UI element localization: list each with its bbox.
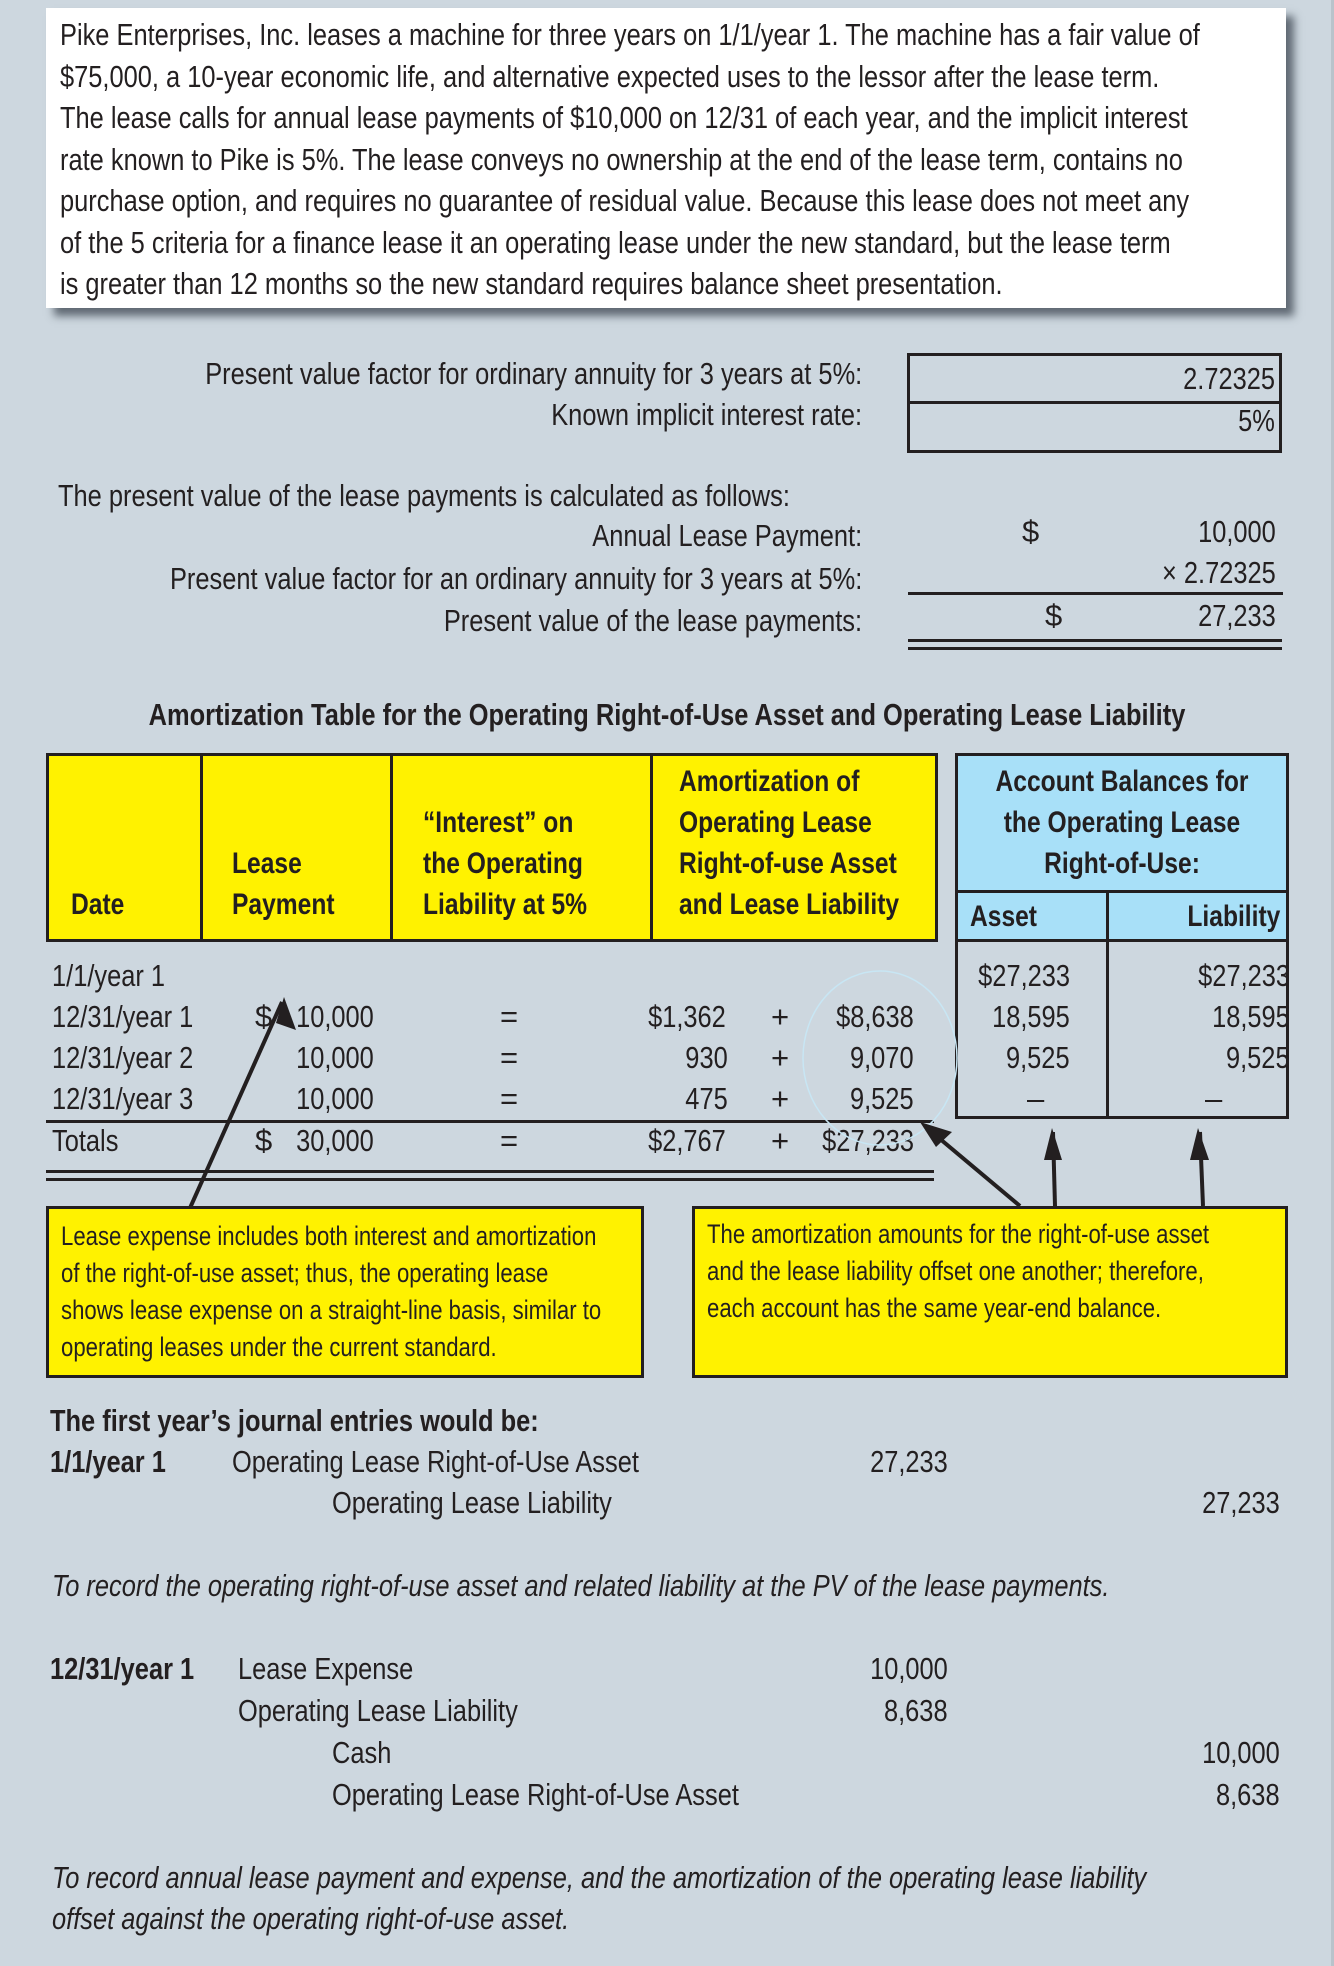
row-payment: 10,000 xyxy=(296,999,374,1034)
row-payment: 10,000 xyxy=(296,1081,374,1116)
pv-calc-label: Annual Lease Payment: xyxy=(592,518,862,553)
entry-date: 1/1/year 1 xyxy=(50,1444,166,1479)
rate-label: Known implicit interest rate: xyxy=(551,397,862,432)
debit-account: Operating Lease Right-of-Use Asset xyxy=(232,1444,639,1479)
credit-amount: 8,638 xyxy=(1216,1777,1280,1812)
amortization-table-title: Amortization Table for the Operating Right-of-Use Asset and Operating Lease Liability xyxy=(148,697,1186,732)
row-payment: 10,000 xyxy=(296,1040,374,1075)
arrow-head-icon xyxy=(276,997,296,1030)
row-liability: $27,233 xyxy=(1198,958,1290,993)
note-line: each account has the same year-end balance. xyxy=(707,1293,1162,1323)
row-date: 12/31/year 2 xyxy=(52,1040,194,1075)
note-line: The amortization amounts for the right-of-use asset xyxy=(707,1219,1210,1249)
memo-line: offset against the operating right-of-use asset. xyxy=(52,1901,570,1936)
scenario-line: purchase option, and requires no guarantee of residual value. Because this lease does not meet any xyxy=(60,183,1190,218)
note-line: shows lease expense on a straight-line basis, similar to xyxy=(61,1295,602,1325)
row-interest: $1,362 xyxy=(648,999,726,1034)
header-line: the Operating Lease xyxy=(1003,806,1241,839)
row-asset: 18,595 xyxy=(992,999,1070,1034)
header-line: the Operating xyxy=(423,847,583,880)
header-date: Date xyxy=(71,888,125,921)
credit-amount: 27,233 xyxy=(1202,1485,1280,1520)
note-lease-expense xyxy=(46,1206,644,1378)
arrow-head-icon xyxy=(1190,1128,1209,1160)
row-liability: – xyxy=(1205,1081,1223,1116)
debit-amount: 10,000 xyxy=(870,1651,948,1686)
header-line: Liability at 5% xyxy=(423,888,588,921)
entry-memo xyxy=(52,1857,1146,1939)
header-line: Payment xyxy=(232,888,335,921)
note-offsetting-amortization xyxy=(692,1206,1288,1378)
pv-calc-value: × 2.72325 xyxy=(1162,555,1276,590)
debit-account: Lease Expense xyxy=(238,1651,414,1686)
totals-label: Totals xyxy=(52,1123,119,1158)
credit-amount: 10,000 xyxy=(1202,1735,1280,1770)
row-equals: = xyxy=(500,1040,519,1075)
note-text xyxy=(707,1216,1209,1327)
pv-calc-label: Present value of the lease payments: xyxy=(443,603,862,638)
currency-symbol: $ xyxy=(1045,598,1063,633)
rate-value: 5% xyxy=(1238,403,1275,438)
scenario-line: rate known to Pike is 5%. The lease conveys no ownership at the end of the lease term, contains no xyxy=(60,141,1183,177)
header-line: Account Balances for xyxy=(995,765,1249,798)
totals-plus: + xyxy=(771,1123,790,1158)
memo-line: To record annual lease payment and expense, and the amortization of the operating lease liability xyxy=(52,1860,1147,1895)
credit-account: Operating Lease Right-of-Use Asset xyxy=(332,1777,739,1812)
totals-payment: 30,000 xyxy=(296,1123,374,1158)
row-asset: 9,525 xyxy=(1006,1040,1070,1075)
scenario-line: Pike Enterprises, Inc. leases a machine for three years on 1/1/year 1. The machine has a fair value of xyxy=(60,17,1200,52)
row-liability: 18,595 xyxy=(1212,999,1290,1034)
credit-account: Cash xyxy=(332,1735,392,1770)
row-plus: + xyxy=(771,999,790,1034)
row-plus: + xyxy=(771,1081,790,1116)
credit-account: Operating Lease Liability xyxy=(332,1485,612,1520)
header-line: “Interest” on xyxy=(423,806,574,839)
note-line: of the right-of-use asset; thus, the operating lease xyxy=(61,1258,549,1288)
pv-calc-intro: The present value of the lease payments is calculated as follows: xyxy=(58,478,790,513)
header-asset: Asset xyxy=(970,900,1038,933)
scenario-line: $75,000, a 10-year economic life, and alternative expected uses to the lessor after the lease term. xyxy=(60,58,1160,94)
row-amortization: $8,638 xyxy=(836,999,914,1034)
row-date: 12/31/year 1 xyxy=(52,999,194,1034)
row-date: 1/1/year 1 xyxy=(52,958,166,993)
row-amortization: 9,070 xyxy=(850,1040,914,1075)
note-line: operating leases under the current standard. xyxy=(61,1332,497,1362)
highlight-circle xyxy=(803,971,957,1145)
note-text xyxy=(61,1218,601,1366)
note-line: and the lease liability offset one another; therefore, xyxy=(707,1256,1204,1286)
pv-factor-label: Present value factor for ordinary annuity for 3 years at 5%: xyxy=(204,356,862,391)
totals-equals: = xyxy=(500,1123,519,1158)
pv-factor-value: 2.72325 xyxy=(1183,361,1275,396)
row-asset: $27,233 xyxy=(978,958,1070,993)
header-line: Operating Lease xyxy=(679,806,872,839)
row-liability: 9,525 xyxy=(1226,1040,1290,1075)
row-dollar: $ xyxy=(255,999,273,1034)
arrow-head-icon xyxy=(1044,1128,1062,1160)
totals-interest: $2,767 xyxy=(648,1123,726,1158)
entry-date: 12/31/year 1 xyxy=(50,1651,195,1686)
header-line: Lease xyxy=(232,847,302,880)
row-interest: 930 xyxy=(685,1040,728,1075)
debit-account: Operating Lease Liability xyxy=(238,1693,518,1728)
totals-amortization: $27,233 xyxy=(822,1123,914,1158)
note-line: Lease expense includes both interest and amortization xyxy=(61,1221,597,1251)
pv-calc-value: 27,233 xyxy=(1198,598,1276,633)
entry-memo: To record the operating right-of-use asset and related liability at the PV of the lease payments. xyxy=(52,1568,1110,1603)
header-line: Right-of-use Asset xyxy=(679,847,897,880)
row-date: 12/31/year 3 xyxy=(52,1081,194,1116)
header-line: Amortization of xyxy=(679,765,860,798)
debit-amount: 8,638 xyxy=(884,1693,948,1728)
row-amortization: 9,525 xyxy=(850,1081,914,1116)
totals-dollar: $ xyxy=(255,1123,273,1158)
scenario-line: is greater than 12 months so the new standard requires balance sheet presentation. xyxy=(60,266,1003,301)
scenario-line: The lease calls for annual lease payments of $10,000 on 12/31 of each year, and the implicit interest xyxy=(60,100,1188,135)
header-line: Right-of-Use: xyxy=(1044,847,1200,880)
header-line: and Lease Liability xyxy=(679,888,900,921)
pv-calc-label: Present value factor for an ordinary annuity for 3 years at 5%: xyxy=(169,561,862,596)
header-liability: Liability xyxy=(1187,900,1280,933)
currency-symbol: $ xyxy=(1022,514,1040,549)
row-interest: 475 xyxy=(685,1081,728,1116)
journal-heading: The first year’s journal entries would be: xyxy=(50,1403,539,1438)
pv-calc-value: 10,000 xyxy=(1198,514,1276,549)
scenario-line: of the 5 criteria for a finance lease it an operating lease under the new standard, but the lease term xyxy=(60,224,1171,260)
row-asset: – xyxy=(1027,1081,1045,1116)
row-plus: + xyxy=(771,1040,790,1075)
row-equals: = xyxy=(500,1081,519,1116)
row-equals: = xyxy=(500,999,519,1034)
debit-amount: 27,233 xyxy=(870,1444,948,1479)
